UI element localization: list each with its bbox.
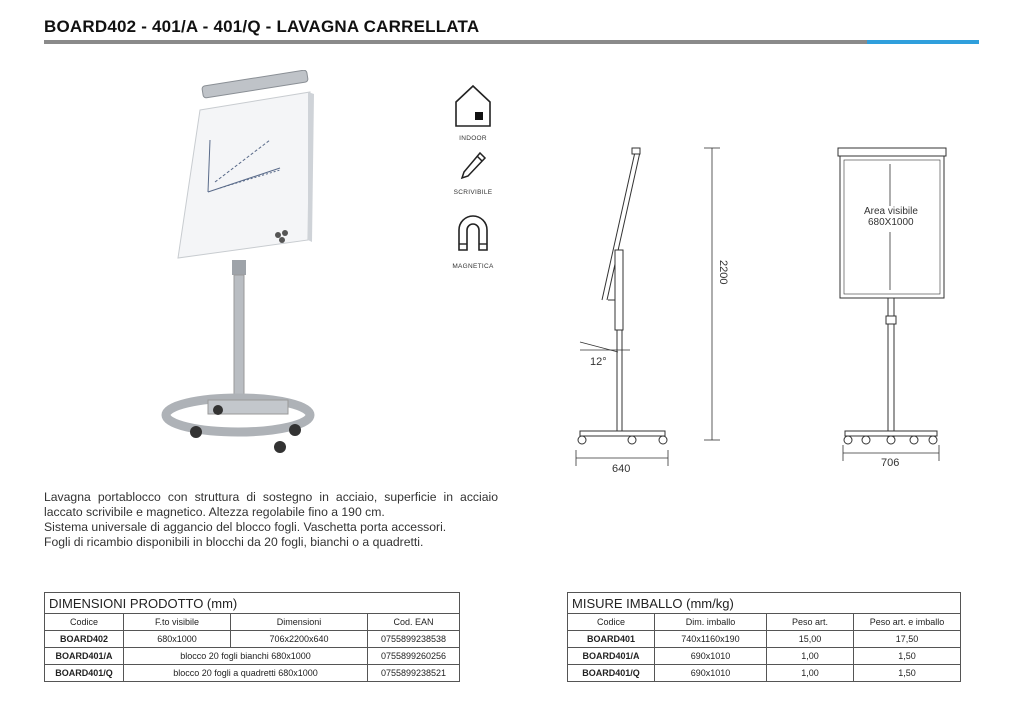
magnet-icon — [453, 210, 493, 256]
table-caption: DIMENSIONI PRODOTTO (mm) — [45, 593, 460, 614]
cell-ean: 0755899260256 — [368, 648, 460, 665]
table-header-row — [568, 614, 961, 631]
table-row — [45, 648, 460, 665]
cell-weight: 1,00 — [767, 648, 854, 665]
cell-dims: 740x1160x190 — [655, 631, 767, 648]
column-header: Codice — [45, 614, 124, 631]
cell-code: BOARD402 — [45, 631, 124, 648]
description-paragraph: Fogli di ricambio disponibili in blocchi da 20 fogli, bianchi o a quadretti. — [44, 535, 424, 549]
height-label: 2200 — [717, 260, 729, 285]
cell-weight-pack: 1,50 — [854, 665, 961, 682]
product-photo — [130, 70, 340, 460]
column-header: Dimensioni — [231, 614, 368, 631]
base-width-front: 706 — [881, 457, 900, 469]
cell-code: BOARD401/A — [45, 648, 124, 665]
table-header-row — [45, 614, 460, 631]
cell-code: BOARD401 — [568, 631, 655, 648]
table-caption: MISURE IMBALLO (mm/kg) — [568, 593, 961, 614]
cell-ean: 0755899238521 — [368, 665, 460, 682]
base-width-side: 640 — [612, 463, 631, 475]
magnetic-badge — [446, 210, 500, 270]
visible-area-label: Area visibile — [864, 206, 918, 217]
column-header: Cod. EAN — [368, 614, 460, 631]
description-paragraph: Sistema universale di aggancio del blocco fogli. Vaschetta porta accessori. — [44, 520, 447, 534]
visible-area-size: 680X1000 — [868, 217, 914, 228]
icon-label: SCRIVIBILE — [453, 189, 493, 196]
cell-dims: 690x1010 — [655, 665, 767, 682]
product-description — [44, 490, 498, 550]
technical-drawing — [560, 140, 980, 480]
table-row — [45, 665, 460, 682]
packaging-table — [567, 592, 961, 682]
table-row — [568, 665, 961, 682]
column-header: F.to visibile — [124, 614, 231, 631]
cell-merged: blocco 20 fogli bianchi 680x1000 — [124, 648, 368, 665]
cell-ean: 0755899238538 — [368, 631, 460, 648]
cell-merged: blocco 20 fogli a quadretti 680x1000 — [124, 665, 368, 682]
column-header: Peso art. — [767, 614, 854, 631]
product-dimensions-table — [44, 592, 460, 682]
pencil-icon — [458, 150, 488, 182]
column-header: Peso art. e imballo — [854, 614, 961, 631]
angle-label: 12° — [590, 356, 607, 368]
cell-weight: 1,00 — [767, 665, 854, 682]
column-header: Dim. imballo — [655, 614, 767, 631]
description-paragraph: Lavagna portablocco con struttura di sostegno in acciaio, superficie in acciaio laccato scrivibile e magnetico. Altezza regolabile fino a 190 cm. — [44, 490, 498, 519]
cell-format: 680x1000 — [124, 631, 231, 648]
cell-dims: 706x2200x640 — [231, 631, 368, 648]
cell-code: BOARD401/Q — [45, 665, 124, 682]
indoor-badge — [446, 82, 500, 142]
column-header: Codice — [568, 614, 655, 631]
writable-badge — [446, 150, 500, 196]
icon-label: MAGNETICA — [452, 263, 494, 270]
house-icon — [453, 82, 493, 128]
cell-dims: 690x1010 — [655, 648, 767, 665]
cell-weight: 15,00 — [767, 631, 854, 648]
cell-code: BOARD401/A — [568, 648, 655, 665]
cell-weight-pack: 1,50 — [854, 648, 961, 665]
icon-label: INDOOR — [459, 135, 487, 142]
title-rule — [44, 40, 979, 44]
cell-code: BOARD401/Q — [568, 665, 655, 682]
table-row — [45, 631, 460, 648]
table-row — [568, 648, 961, 665]
cell-weight-pack: 17,50 — [854, 631, 961, 648]
table-row — [568, 631, 961, 648]
page-title: BOARD402 - 401/A - 401/Q - LAVAGNA CARRELLATA — [44, 17, 480, 36]
